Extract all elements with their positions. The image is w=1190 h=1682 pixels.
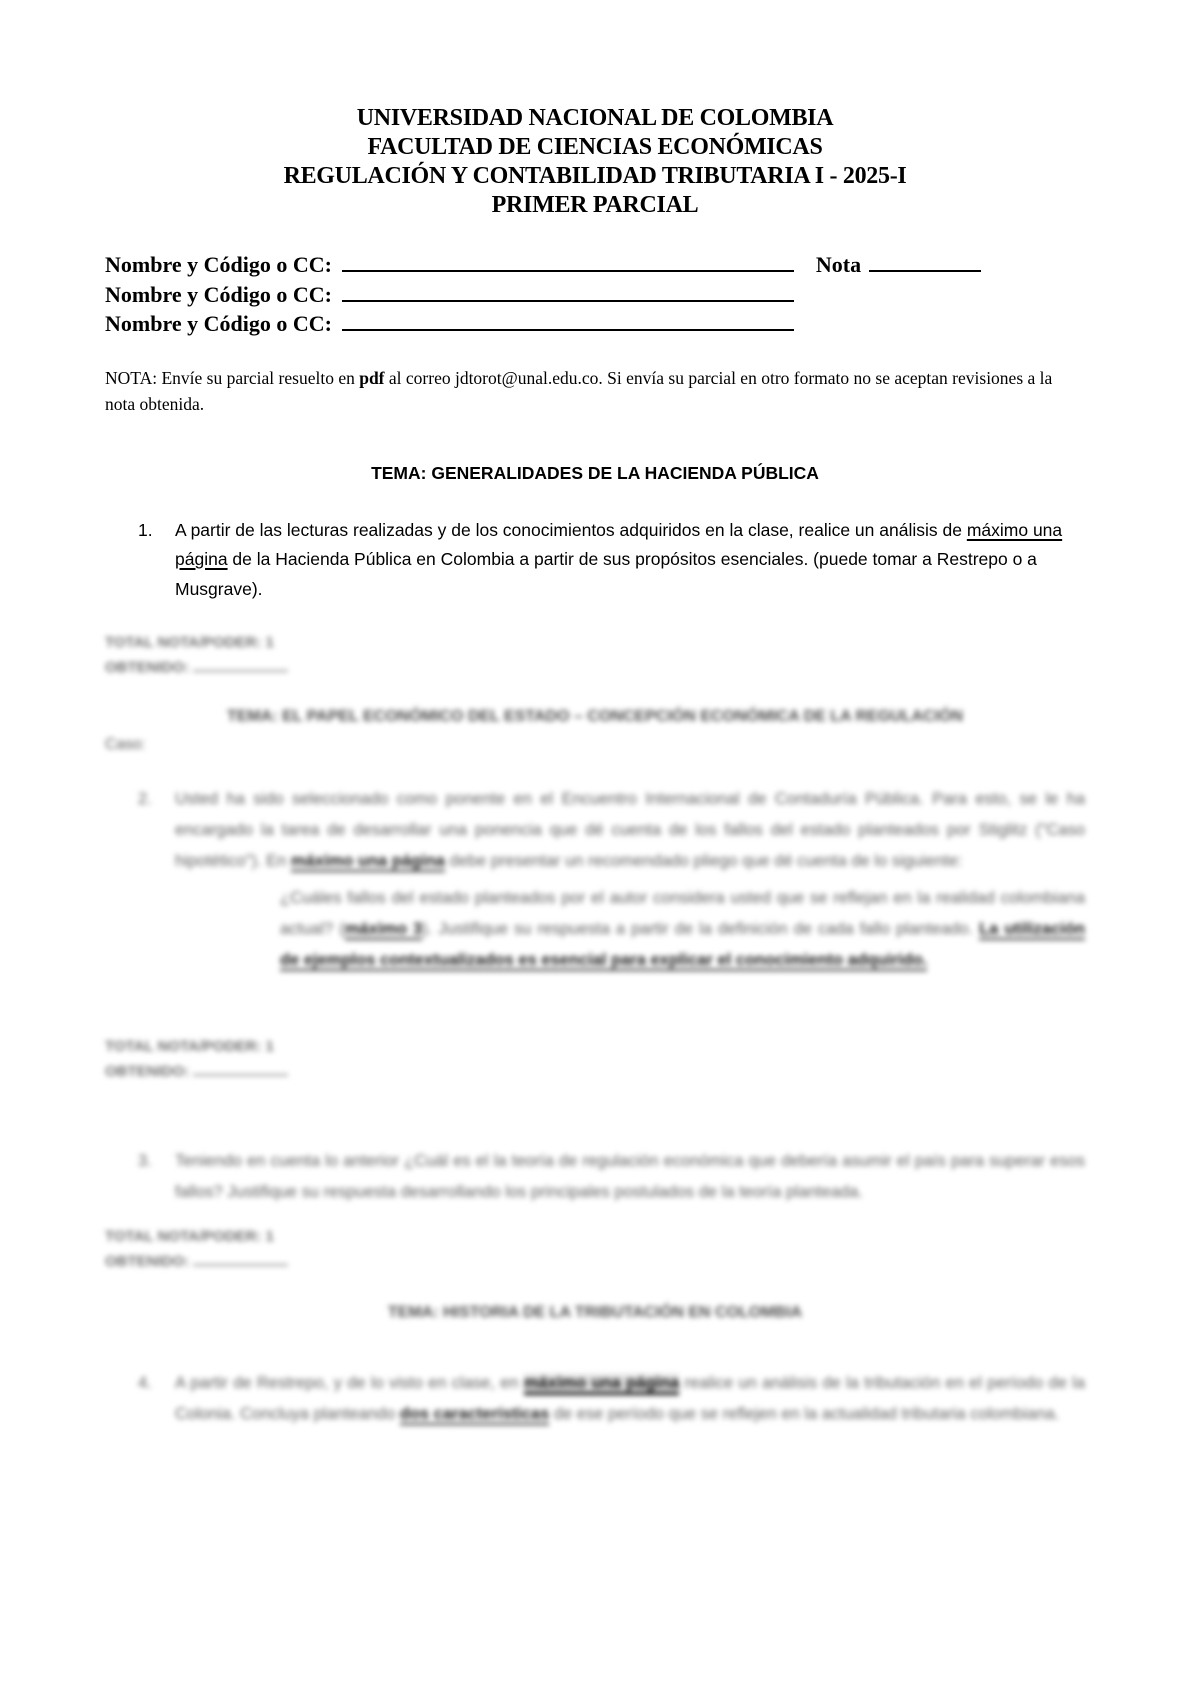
name-label-1: Nombre y Código o CC: [105,252,332,277]
name-row-1 [105,250,1085,280]
exam-header [105,104,1085,220]
name-fill-line-1 [342,250,794,272]
name-label-3: Nombre y Código o CC: [105,311,332,336]
question-2-text [175,784,1085,877]
note-text-prefix: NOTA: Envíe su parcial resuelto en [105,367,360,388]
question-1-number: 1. [138,519,153,540]
question-1-text [175,516,1085,605]
score-fill-line-2 [193,1062,288,1076]
university-name: UNIVERSIDAD NACIONAL DE COLOMBIA [356,105,834,131]
score-total-line-3: TOTAL NOTA/PODER: 1 [105,1228,274,1245]
section-heading-hacienda: TEMA: GENERALIDADES DE LA HACIENDA PÚBLICA [371,462,819,483]
question-4-underlined-1: máximo una página [524,1374,679,1395]
redacted-question-3 [105,1146,1085,1208]
note-pdf-emphasis: pdf [359,367,385,388]
grade-label: Nota [815,252,862,277]
score-obtained-line-3 [105,1249,1085,1274]
question-2-underlined-phrase: máximo una página [290,852,445,870]
question-4-text [175,1368,1085,1430]
page-content [0,104,1190,1430]
question-1-post: de la Hacienda Pública en Colombia a partir de sus propósitos esenciales. (puede tomar a Restrepo o a Musgrave). [175,549,1037,599]
redacted-question-4 [105,1368,1085,1430]
score-obtained-label-1: OBTENIDO: [105,659,190,676]
score-obtained-label-2: OBTENIDO: [105,1063,190,1080]
grade-fill-line [869,250,981,272]
score-fill-line-1 [193,658,288,672]
question-1-pre: A partir de las lecturas realizadas y de los conocimientos adquiridos en la clase, realice un análisis de [175,519,967,540]
name-row-2 [105,280,1085,310]
name-label-2: Nombre y Código o CC: [105,281,332,307]
question-4-pre: A partir de Restrepo, y de lo visto en clase, en [175,1374,524,1392]
question-3-text: Teniendo en cuenta lo anterior ¿Cuál es el la teoría de regulación económica que debería asumir el país para superar esos fallos? Justifique su respuesta desarrollando los principales postulados de la teoría planteada. [175,1152,1085,1201]
question-1 [105,516,1085,605]
redacted-section-heading-historia: TEMA: HISTORIA DE LA TRIBUTACIÓN EN COLOMBIA [387,1304,803,1321]
submission-note [105,365,1065,417]
redacted-score-block-3 [105,1224,1085,1274]
score-obtained-line-1 [105,655,1085,680]
name-fill-line-2 [342,280,794,302]
question-1-underlined-phrase: máximo una página [175,519,1063,569]
question-2-post: debe presentar un recomendado pliego que dé cuenta de lo siguiente: [444,852,963,870]
name-row-3 [105,309,1085,339]
redacted-score-block-1 [105,630,1085,680]
redacted-question-2 [105,784,1085,877]
score-total-line-2: TOTAL NOTA/PODER: 1 [105,1038,274,1055]
redacted-section-heading-regulacion: TEMA: EL PAPEL ECONÓMICO DEL ESTADO – CONCEPCIÓN ECONÓMICA DE LA REGULACIÓN [226,708,964,725]
question-3-number: 3. [138,1152,152,1170]
redacted-score-block-2 [105,1034,1085,1084]
faculty-name: FACULTAD DE CIENCIAS ECONÓMICAS [367,134,823,160]
score-obtained-line-2 [105,1059,1085,1084]
question-2b-underlined-1: máximo 3 [344,920,423,938]
question-2-number: 2. [138,790,152,808]
note-text-suffix: al correo jdtorot@unal.edu.co. Si envía su parcial en otro formato no se aceptan revisiones a la nota obtenida. [105,367,1053,414]
student-info-block [105,250,1085,339]
question-2-pre: Usted ha sido seleccionado como ponente en el Encuentro Internacional de Contaduría Pública. Para esto, se le ha encargado la tarea de desarrollar una ponencia que dé cuenta de los fallos del estado planteados por Stiglitz ("Caso hipotético"). En [175,790,1085,870]
score-total-line-1: TOTAL NOTA/PODER: 1 [105,634,274,651]
score-obtained-label-3: OBTENIDO: [105,1253,190,1270]
name-fill-line-3 [342,309,794,331]
question-2b-underlined-2: La utilización de ejemplos contextualizados es esencial para explicar el conocimiento adquirido. [280,920,1086,969]
question-4-post: de ese período que se reflejen en la actualidad tributaria colombiana. [549,1405,1060,1423]
question-2b-mid: ). Justifique su respuesta a partir de la definición de cada fallo planteado. [422,920,980,938]
question-4-mid: realice un análisis de la tributación en el período de la Colonia. Concluya planteando [175,1374,1085,1423]
exam-title: PRIMER PARCIAL [491,192,699,218]
redacted-question-2b [280,883,1085,976]
redacted-caso-label: Caso: [105,736,146,753]
score-fill-line-3 [193,1252,288,1266]
question-4-underlined-2: dos características [399,1405,550,1423]
question-4-number: 4. [138,1374,152,1392]
course-title: REGULACIÓN Y CONTABILIDAD TRIBUTARIA I - 2025-I [283,163,907,189]
question-2b-pre: ¿Cuáles fallos del estado planteados por el autor considera usted que se reflejan en la realidad colombiana actual? ( [280,889,1085,938]
